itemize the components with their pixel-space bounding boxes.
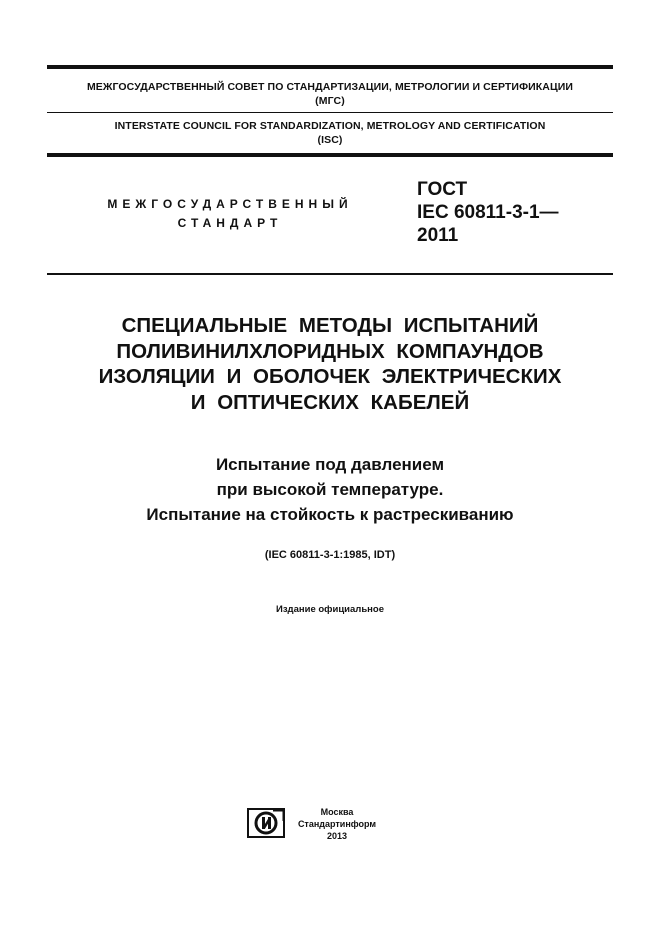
council-ru — [47, 80, 613, 108]
gost-label: ГОСТ — [417, 179, 468, 200]
iec-reference: (IEC 60811-3-1:1985, IDT) — [264, 549, 396, 561]
council-en-abbr: (ISC) — [317, 134, 343, 146]
subtitle-line: при высокой температуре. — [216, 480, 444, 499]
document-subtitle — [47, 452, 613, 527]
document-title — [47, 313, 613, 415]
title-line: И ОПТИЧЕСКИХ КАБЕЛЕЙ — [190, 390, 470, 414]
lower-rule — [47, 273, 613, 275]
gost-year: 2011 — [417, 225, 459, 246]
standard-kind-line2: СТАНДАРТ — [177, 216, 283, 230]
publisher-year: 2013 — [326, 831, 348, 841]
publisher-name: Стандартинформ — [297, 819, 377, 829]
subtitle-line: Испытание под давлением — [215, 455, 445, 474]
council-ru-abbr: (МГС) — [315, 95, 345, 107]
edition-note: Издание официальное — [276, 604, 384, 615]
thin-rule — [47, 112, 613, 113]
mid-rule — [47, 153, 613, 157]
publisher-block — [296, 806, 378, 842]
title-line: СПЕЦИАЛЬНЫЕ МЕТОДЫ ИСПЫТАНИЙ — [121, 314, 539, 337]
standard-kind — [82, 195, 378, 233]
gost-number: IEC 60811-3-1— — [417, 202, 559, 223]
publisher-city: Москва — [320, 807, 354, 817]
council-ru-name: МЕЖГОСУДАРСТВЕННЫЙ СОВЕТ ПО СТАНДАРТИЗАЦИИ, МЕТРОЛОГИИ И СЕРТИФИКАЦИИ — [86, 81, 574, 93]
council-en — [47, 119, 613, 147]
standard-designation — [417, 178, 559, 247]
subtitle-line: Испытание на стойкость к растрескиванию — [146, 505, 514, 524]
title-line: ИЗОЛЯЦИИ И ОБОЛОЧЕК ЭЛЕКТРИЧЕСКИХ — [98, 365, 562, 388]
standartinform-logo — [247, 808, 285, 838]
title-line: ПОЛИВИНИЛХЛОРИДНЫХ КОМПАУНДОВ — [116, 339, 544, 363]
council-en-name: INTERSTATE COUNCIL FOR STANDARDIZATION, METROLOGY AND CERTIFICATION — [114, 120, 546, 132]
standard-kind-line1: МЕЖГОСУДАРСТВЕННЫЙ — [107, 197, 353, 211]
top-rule — [47, 65, 613, 69]
